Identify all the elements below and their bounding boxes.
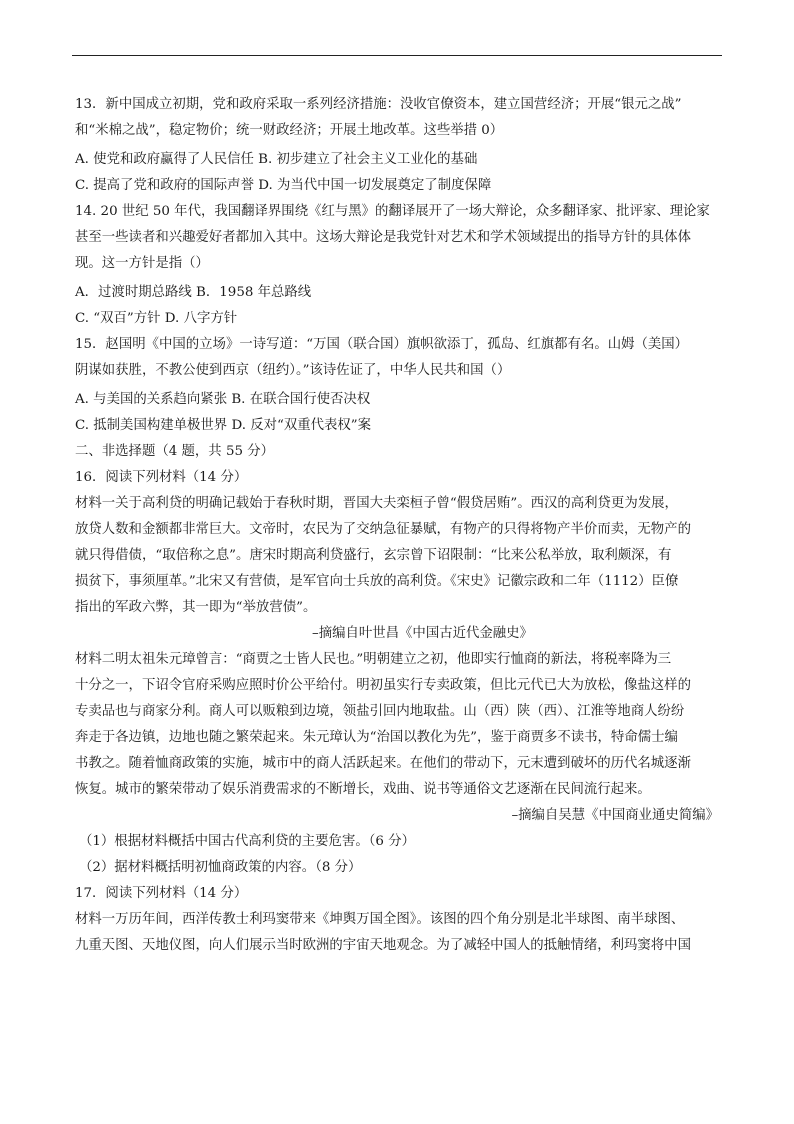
q16-material-1-source: –摘编自叶世昌《中国古近代金融史》 xyxy=(312,626,533,641)
q15-stem: 15．赵国明《中国的立场》一诗写道：“万国（联合国）旗帜欲添丁，孤岛、红旗都有名。山姆（美国） xyxy=(75,337,689,352)
q17-material-1-line: 材料一万历年间，西洋传教士利玛窦带来《坤舆万国全图》。该图的四个角分别是北半球图、南半球图、 xyxy=(75,912,685,927)
q16-heading: 16．阅读下列材料（14 分） xyxy=(75,470,248,485)
q15-stem-cont: 阴谋如获胜，不教公使到西京（纽约）。”该诗佐证了，中华人民共和国（） xyxy=(75,363,511,378)
q16-material-2-line: 书教之。随着恤商政策的实施，城市中的商人活跃起来。在他们的带动下，元末遭到破坏的历代名城逐渐 xyxy=(75,756,691,771)
q16-subquestion-1: （1）根据材料概括中国古代高利贷的主要危害。（6 分） xyxy=(79,834,415,849)
q17-material-1-line: 九重天图、天地仪图，向人们展示当时欧洲的宇宙天地观念。为了减轻中国人的抵触情绪，利玛窦将中国 xyxy=(75,938,691,953)
q16-material-1-line: 指出的军政六弊，其一即为“举放营债”。 xyxy=(75,600,317,615)
q13-options-cd: C. 提高了党和政府的国际声誉 D. 为当代中国一切发展奠定了制度保障 xyxy=(75,178,492,193)
section-heading: 二、非选择题（4 题，共 55 分） xyxy=(75,444,275,459)
q14-stem-cont: 甚至一些读者和兴趣爱好者都加入其中。这场大辩论是我党针对艺术和学术领域提出的指导方针的具体体 xyxy=(75,230,691,245)
q16-material-2-source: –摘编自吴慧《中国商业通史简编》 xyxy=(511,808,719,823)
q15-options-cd: C. 抵制美国构建单极世界 D. 反对“双重代表权”案 xyxy=(75,418,372,433)
q16-material-1-line: 材料一关于高利贷的明确记载始于春秋时期，晋国大夫栾桓子曾“假贷居贿”。西汉的高利贷更为发展， xyxy=(75,496,678,511)
q16-material-2-line: 恢复。城市的繁荣带动了娱乐消费需求的不断增长，戏曲、说书等通俗文艺逐渐在民间流行起来。 xyxy=(75,782,651,797)
q16-subquestion-2: （2）据材料概括明初恤商政策的内容。（8 分） xyxy=(79,860,362,875)
q13-stem: 13．新中国成立初期，党和政府采取一系列经济措施：没收官僚资本，建立国营经济；开展“银元之战” xyxy=(75,97,682,112)
q16-material-2-line: 十分之一，下诏令官府采购应照时价公平给付。明初虽实行专卖政策，但比元代已大为放松，像盐这样的 xyxy=(75,678,691,693)
q15-options-ab: A. 与美国的关系趋向紧张 B. 在联合国行使否决权 xyxy=(75,392,371,407)
document-body xyxy=(75,92,719,959)
q16-material-2-line: 材料二明太祖朱元璋曾言：“商贾之士皆人民也。”明朝建立之初，他即实行恤商的新法，将税率降为三 xyxy=(75,652,672,667)
q16-material-1-line: 放贷人数和金额都非常巨大。文帝时，农民为了交纳急征暴赋，有物产的只得将物产半价而卖，无物产的 xyxy=(75,522,691,537)
q16-material-2-line: 奔走于各边镇，边地也随之繁荣起来。朱元璋认为“治国以教化为先”，鉴于商贾多不读书，特命儒士编 xyxy=(75,730,678,745)
q13-stem-cont: 和“米棉之战”，稳定物价；统一财政经济；开展土地改革。这些举措 0） xyxy=(75,123,504,138)
header-rule xyxy=(72,55,722,56)
q16-material-1-line: 损贫下，事须厘革。”北宋又有营债，是军官向士兵放的高利贷。《宋史》记徽宗政和二年（1112）臣僚 xyxy=(75,574,679,589)
q13-options-ab: A. 使党和政府赢得了人民信任 B. 初步建立了社会主义工业化的基础 xyxy=(75,152,478,167)
q16-material-1-line: 就只得借债，“取倍称之息”。唐宋时期高利贷盛行，玄宗曾下诏限制：“比来公私举放，取利颇深，有 xyxy=(75,548,672,563)
q14-options-ab: A．过渡时期总路线 B．1958 年总路线 xyxy=(75,285,312,300)
q14-stem-end: 现。这一方针是指（） xyxy=(75,256,209,271)
q16-material-2-line: 专卖品也与商家分利。商人可以贩粮到边境，领盐引回内地取盐。山（西）陕（西）、江淮等地商人纷纷 xyxy=(75,704,685,719)
q14-stem: 14. 20 世纪 50 年代，我国翻译界围绕《红与黑》的翻译展开了一场大辩论，众多翻译家、批评家、理论家 xyxy=(75,204,710,219)
q14-options-cd: C. “双百”方针 D. 八字方针 xyxy=(75,311,238,326)
q17-heading: 17．阅读下列材料（14 分） xyxy=(75,886,248,901)
